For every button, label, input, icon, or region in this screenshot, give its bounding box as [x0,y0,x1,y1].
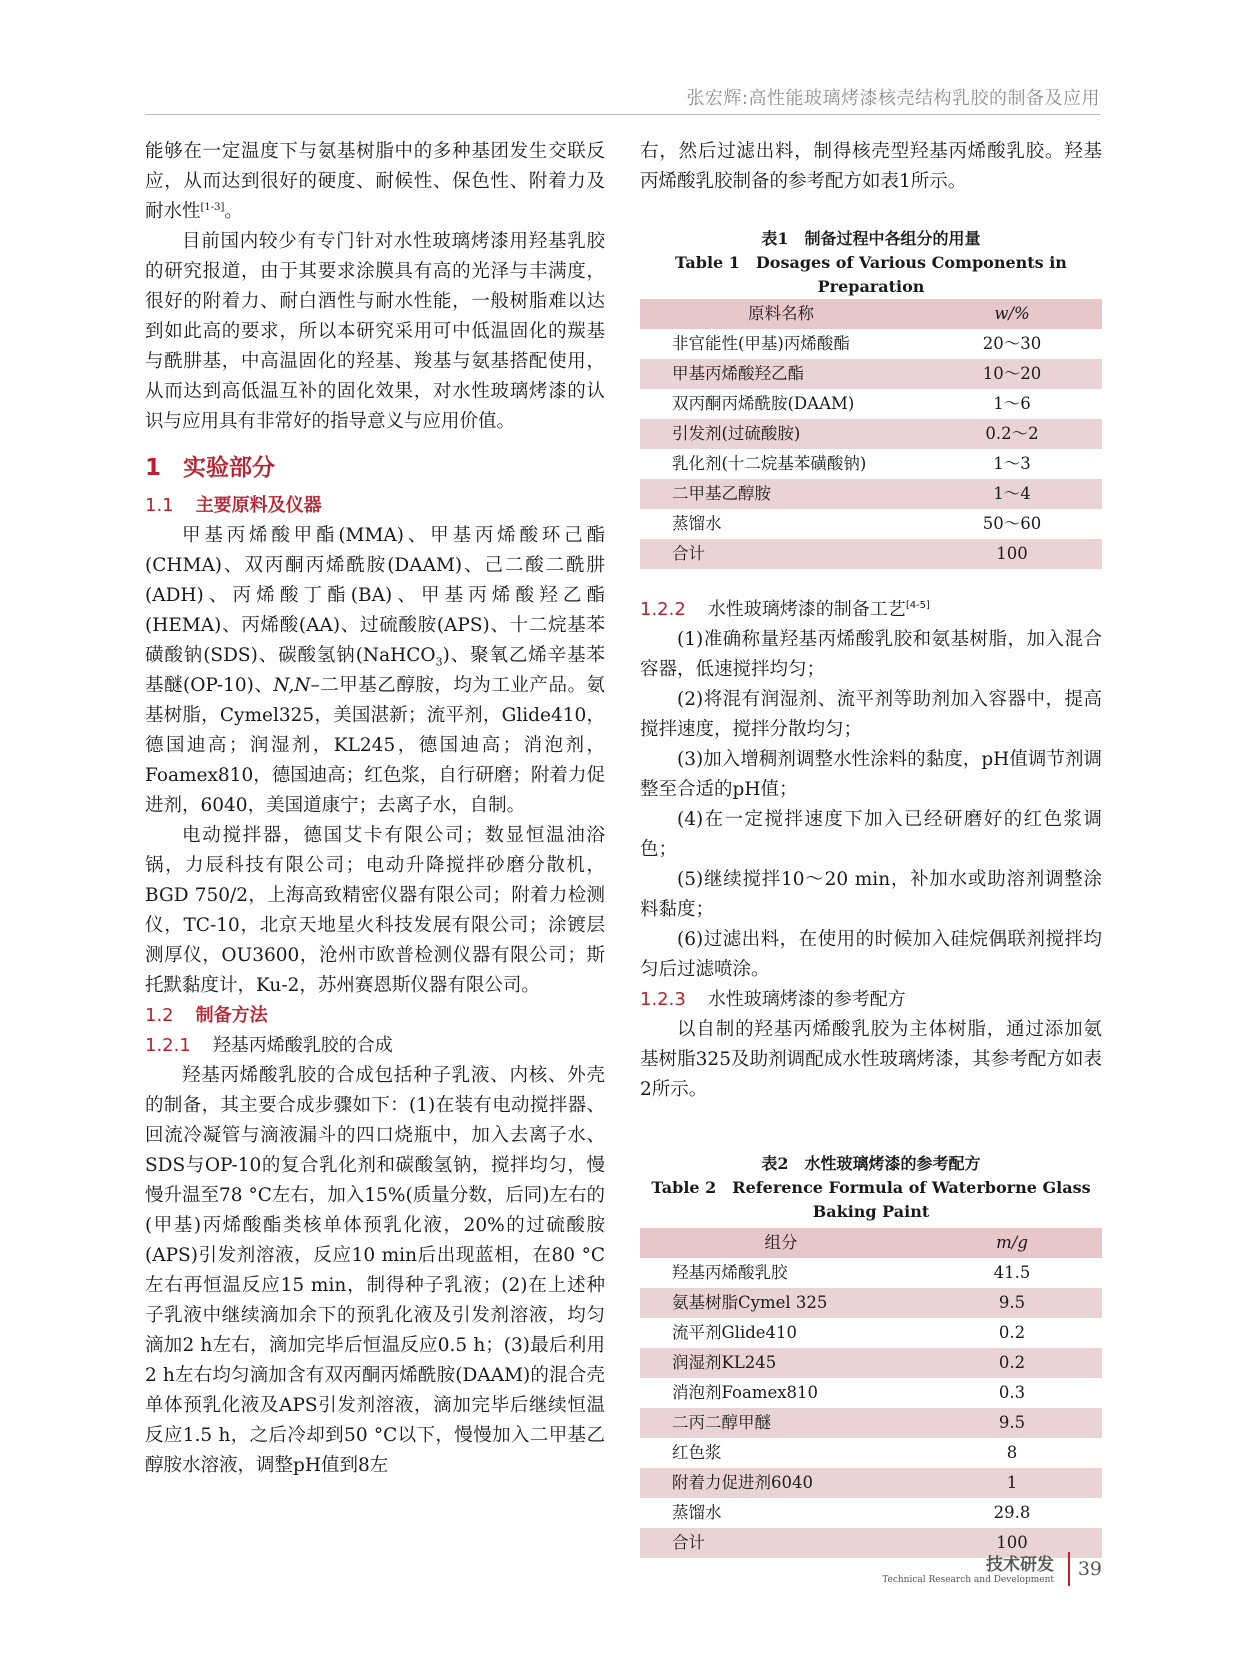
step-5: (5)继续搅拌10～20 min，补加水或助溶剂调整涂料黏度； [640,869,1102,920]
table-row: 双丙酮丙烯酰胺(DAAM) 1～6 [672,394,1031,413]
table-row: 红色浆 8 [672,1443,1018,1462]
section-heading-1-2: 1.2 制备方法 [145,1005,268,1026]
table-1-grid [640,299,1102,569]
step-4: (4)在一定搅拌速度下加入已经研磨好的红色浆调色； [640,809,1102,860]
section-heading-1-2-1: 1.2.1 羟基丙烯酸乳胶的合成 [145,1035,393,1056]
running-header [145,84,1100,115]
table-caption-zh: 表2 水性玻璃烤漆的参考配方 [761,1154,981,1173]
table-row: 二甲基乙醇胺 1～4 [640,479,1102,509]
section-heading-1-2-3: 1.2.3 水性玻璃烤漆的参考配方 [640,989,906,1010]
section-heading-1-2-2: 1.2.2 水性玻璃烤漆的制备工艺[4-5] [640,599,930,620]
table-row: 蒸馏水 50～60 [672,514,1042,533]
table-caption-en: Table 1 Dosages of Various Components in Preparation [675,253,1067,296]
footer-section-zh: 技术研发 [986,1555,1054,1575]
table-row: 二丙二醇甲醚 9.5 [640,1408,1102,1438]
table-header-cell: w/% [922,299,1102,329]
paragraph: 以自制的羟基丙烯酸乳胶为主体树脂，通过添加氨基树脂325及助剂调配成水性玻璃烤漆，其参考配方如表2所示。 [640,1019,1102,1100]
paragraph: 能够在一定温度下与氨基树脂中的多种基团发生交联反应，从而达到很好的硬度、耐候性、保色性、附着力及耐水性[1-3]。 [145,141,605,222]
table-1 [640,227,1102,569]
table-row: 羟基丙烯酸乳胶 41.5 [672,1263,1031,1282]
section-heading-1: 1 实验部分 [145,455,276,481]
step-6: (6)过滤出料，在使用的时候加入硅烷偶联剂搅拌均匀后过滤喷涂。 [640,929,1102,980]
table-header-cell: m/g [922,1228,1102,1258]
citation[interactable]: [4-5] [905,600,930,611]
table-row: 非官能性(甲基)丙烯酸酯 20～30 [672,334,1042,353]
table-row: 流平剂Glide410 0.2 [672,1323,1026,1342]
right-column [640,137,1102,1558]
table-header-cell: 原料名称 [640,299,922,329]
table-row: 甲基丙烯酸羟乙酯 10～20 [640,359,1102,389]
table-header-row [640,299,1102,329]
table-row: 蒸馏水 29.8 [672,1503,1031,1522]
table-row: 引发剂(过硫酸胺) 0.2～2 [640,419,1102,449]
table-header-row [640,1228,1102,1258]
section-heading-1-1: 1.1 主要原料及仪器 [145,495,322,516]
step-3: (3)加入增稠剂调整水性涂料的黏度，pH值调节剂调整至合适的pH值； [640,749,1102,800]
running-title: 张宏辉:高性能玻璃烤漆核壳结构乳胶的制备及应用 [686,88,1100,109]
paragraph: 羟基丙烯酸乳胶的合成包括种子乳液、内核、外壳的制备，其主要合成步骤如下：(1)在装有电动搅拌器、回流冷凝管与滴液漏斗的四口烧瓶中，加入去离子水、SDS与OP-10的复合乳化剂和碳酸氢钠，搅拌均匀，慢慢升温至78 °C左右，加入15%(质量分数，后同)左右的(甲基)丙烯酸酯类核单体预乳化液，20%的过硫酸胺(APS)引发剂溶液，反应10 min后出现蓝相，在80 °C左右再恒温反应15 min，制得种子乳液；(2)在上述种子乳液中继续滴加余下的预乳化液及引发剂溶液，均匀滴加2 h左右，滴加完毕后恒温反应0.5 h；(3)最后利用2 h左右均匀滴加含有双丙酮丙烯酰胺(DAAM)的混合壳单体预乳化液及APS引发剂溶液，滴加完毕后继续恒温反应1.5 h，之后冷却到50 °C以下，慢慢加入二甲基乙醇胺水溶液，调整pH值到8左 [145,1065,605,1476]
paragraph: 右，然后过滤出料，制得核壳型羟基丙烯酸乳胶。羟基丙烯酸乳胶制备的参考配方如表1所示。 [640,141,1102,192]
table-caption-zh: 表1 制备过程中各组分的用量 [761,229,981,248]
step-2: (2)将混有润湿剂、流平剂等助剂加入容器中，提高搅拌速度，搅拌分散均匀； [640,689,1102,740]
table-row: 氨基树脂Cymel 325 9.5 [640,1288,1102,1318]
paragraph: 目前国内较少有专门针对水性玻璃烤漆用羟基乳胶的研究报道，由于其要求涂膜具有高的光泽与丰满度，很好的附着力、耐白酒性与耐水性能，一般树脂难以达到如此高的要求，所以本研究采用可中低温固化的羰基与酰肼基，中高温固化的羟基、羧基与氨基搭配使用，从而达到高低温互补的固化效果，对水性玻璃烤漆的认识与应用具有非常好的指导意义与应用价值。 [145,231,605,432]
citation[interactable]: [1-3] [200,201,225,213]
table-row: 合计 100 [640,1528,1102,1558]
paragraph: 电动搅拌器，德国艾卡有限公司；数显恒温油浴锅，力辰科技有限公司；电动升降搅拌砂磨分散机，BGD 750/2，上海高致精密仪器有限公司；附着力检测仪，TC-10，北京天地星火科技发展有限公司；涂镀层测厚仪，OU3600，沧州市欧普检测仪器有限公司；斯托默黏度计，Ku-2，苏州赛恩斯仪器有限公司。 [145,825,605,996]
table-row: 乳化剂(十二烷基苯磺酸钠) 1～3 [672,454,1031,473]
page-footer [882,1550,1102,1585]
table-header-cell: 组分 [640,1228,922,1258]
table-row: 合计 100 [640,539,1102,569]
page-number: 39 [1068,1552,1102,1586]
step-1: (1)准确称量羟基丙烯酸乳胶和氨基树脂，加入混合容器，低速搅拌均匀； [640,629,1102,680]
table-caption-en: Table 2 Reference Formula of Waterborne Glass Baking Paint [651,1178,1091,1221]
table-row: 润湿剂KL245 0.2 [640,1348,1102,1378]
paragraph: 甲基丙烯酸甲酯(MMA)、甲基丙烯酸环己酯(CHMA)、双丙酮丙烯酰胺(DAAM)、己二酸二酰肼(ADH)、丙烯酸丁酯(BA)、甲基丙烯酸羟乙酯(HEMA)、丙烯酸(AA)、过硫酸胺(APS)、十二烷基苯磺酸钠(SDS)、碳酸氢钠(NaHCO$_3$)、聚氧乙烯辛基苯基醚(OP-10)、N,N–二甲基乙醇胺，均为工业产品。氨基树脂，Cymel325，美国湛新；流平剂，Glide410，德国迪高；润湿剂，KL245，德国迪高；消泡剂，Foamex810，德国迪高；红色浆，自行研磨；附着力促进剂，6040，美国道康宁；去离子水，自制。 [145,525,605,816]
table-2 [640,1152,1102,1558]
table-row: 附着力促进剂6040 1 [640,1468,1102,1498]
table-2-grid [640,1228,1102,1558]
footer-section-en: Technical Research and Development [882,1575,1054,1585]
table-row: 消泡剂Foamex810 0.3 [672,1383,1026,1402]
left-column [145,137,605,1481]
